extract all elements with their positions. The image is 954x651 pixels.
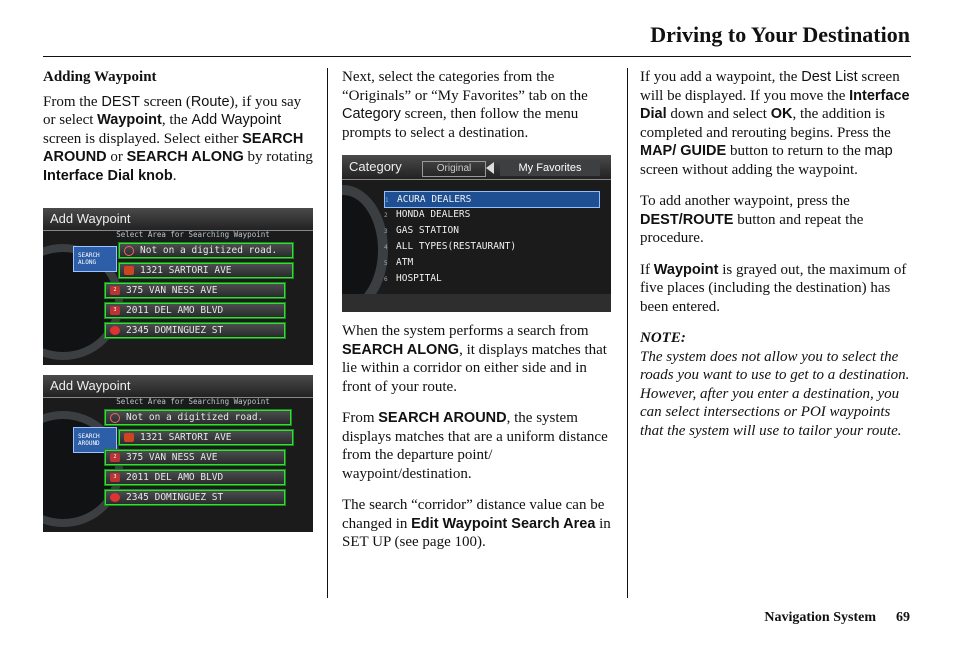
page-footer	[764, 610, 910, 626]
tab-my-favorites[interactable]: My Favorites	[500, 160, 600, 176]
interface-dial-graphic	[342, 185, 388, 312]
page-title: Driving to Your Destination	[650, 22, 910, 47]
flag-icon	[124, 433, 134, 442]
note-text: The system does not allow you to select the roads you want to use to get to a destination. However, after you enter a destination, you can select intersections or POI waypoints that the system will use to tailor your route.	[640, 348, 910, 439]
column-divider	[627, 68, 628, 598]
paragraph: Next, select the categories from the “Originals” or “My Favorites” tab on the Category screen, then follow the menu prompts to select a destination.	[342, 69, 588, 141]
waypoint-3-icon: 3	[110, 306, 120, 315]
not-on-road-icon	[110, 413, 120, 423]
list-item[interactable]: Not on a digitized road.	[119, 243, 293, 258]
list-item[interactable]: 2345 DOMINGUEZ ST	[105, 323, 285, 338]
paragraph: To add another waypoint, press the DEST/ROUTE button and repeat the procedure.	[640, 193, 864, 246]
list-item[interactable]: 3 2011 DEL AMO BLVD	[105, 303, 285, 318]
screen-subtitle: Select Area for Searching Waypoint	[116, 230, 270, 239]
paragraph: If Waypoint is grayed out, the maximum of five places (including the destination) has been entered.	[640, 261, 907, 315]
screen-title: Add Waypoint	[50, 378, 131, 393]
list-item[interactable]: 1321 SARTORI AVE	[119, 430, 293, 445]
column-2-lower	[342, 322, 617, 565]
flag-icon	[124, 266, 134, 275]
paragraph: If you add a waypoint, the Dest List screen will be displayed. If you move the Interface Dial down and select OK, the addition is completed and rerouting begins. Press the MAP/ GUIDE button to return to the map screen without adding the waypoint.	[640, 69, 910, 178]
footer-section: Navigation System	[764, 610, 876, 625]
column-divider	[327, 68, 328, 598]
header-rule	[43, 56, 911, 57]
column-1	[43, 68, 313, 198]
search-around-option[interactable]: SEARCH AROUND	[73, 427, 117, 453]
list-item[interactable]: 2345 DOMINGUEZ ST	[105, 490, 285, 505]
category-item[interactable]: 5 ATM	[384, 257, 414, 268]
category-screen	[342, 155, 611, 312]
paragraph: From SEARCH AROUND, the system displays matches that are a uniform distance from the departure point/ waypoint/destination.	[342, 410, 608, 482]
waypoint-2-icon: 2	[110, 453, 120, 462]
category-item[interactable]: 4 ALL TYPES(RESTAURANT)	[384, 241, 517, 252]
waypoint-3-icon: 3	[110, 473, 120, 482]
not-on-road-icon	[124, 246, 134, 256]
column-2	[342, 68, 617, 155]
destination-icon	[110, 326, 120, 335]
note-heading: NOTE:	[640, 330, 686, 346]
list-item[interactable]: 1321 SARTORI AVE	[119, 263, 293, 278]
list-item[interactable]: 2 375 VAN NESS AVE	[105, 283, 285, 298]
screen-title: Category	[349, 159, 402, 174]
page-number: 69	[896, 610, 910, 625]
category-item[interactable]: 3 GAS STATION	[384, 225, 459, 236]
paragraph: The search “corridor” distance value can be changed in Edit Waypoint Search Area in SET UP (see page 100).	[342, 497, 611, 550]
category-item[interactable]: 1 ACURA DEALERS	[384, 191, 600, 208]
arrow-left-icon	[486, 162, 494, 174]
screen-title: Add Waypoint	[50, 211, 131, 226]
list-item[interactable]: Not on a digitized road.	[105, 410, 291, 425]
screen-subtitle: Select Area for Searching Waypoint	[116, 397, 270, 406]
column-3	[640, 68, 913, 440]
list-item[interactable]: 2 375 VAN NESS AVE	[105, 450, 285, 465]
category-item[interactable]: 2 HONDA DEALERS	[384, 209, 471, 220]
section-heading: Adding Waypoint	[43, 69, 157, 85]
paragraph: From the DEST screen (Route), if you say or select Waypoint, the Add Waypoint screen is displayed. Select either SEARCH AROUND or SEARCH ALONG by rotating Interface Dial knob.	[43, 93, 313, 184]
list-item[interactable]: 3 2011 DEL AMO BLVD	[105, 470, 285, 485]
paragraph: When the system performs a search from SEARCH ALONG, it displays matches that lie within a corridor on either side and in front of your route.	[342, 323, 607, 395]
add-waypoint-screen-along	[43, 208, 313, 365]
destination-icon	[110, 493, 120, 502]
waypoint-2-icon: 2	[110, 286, 120, 295]
add-waypoint-screen-around	[43, 375, 313, 532]
category-item[interactable]: 6 HOSPITAL	[384, 273, 442, 284]
tab-original[interactable]: Original	[422, 161, 486, 177]
search-along-option[interactable]: SEARCH ALONG	[73, 246, 117, 272]
